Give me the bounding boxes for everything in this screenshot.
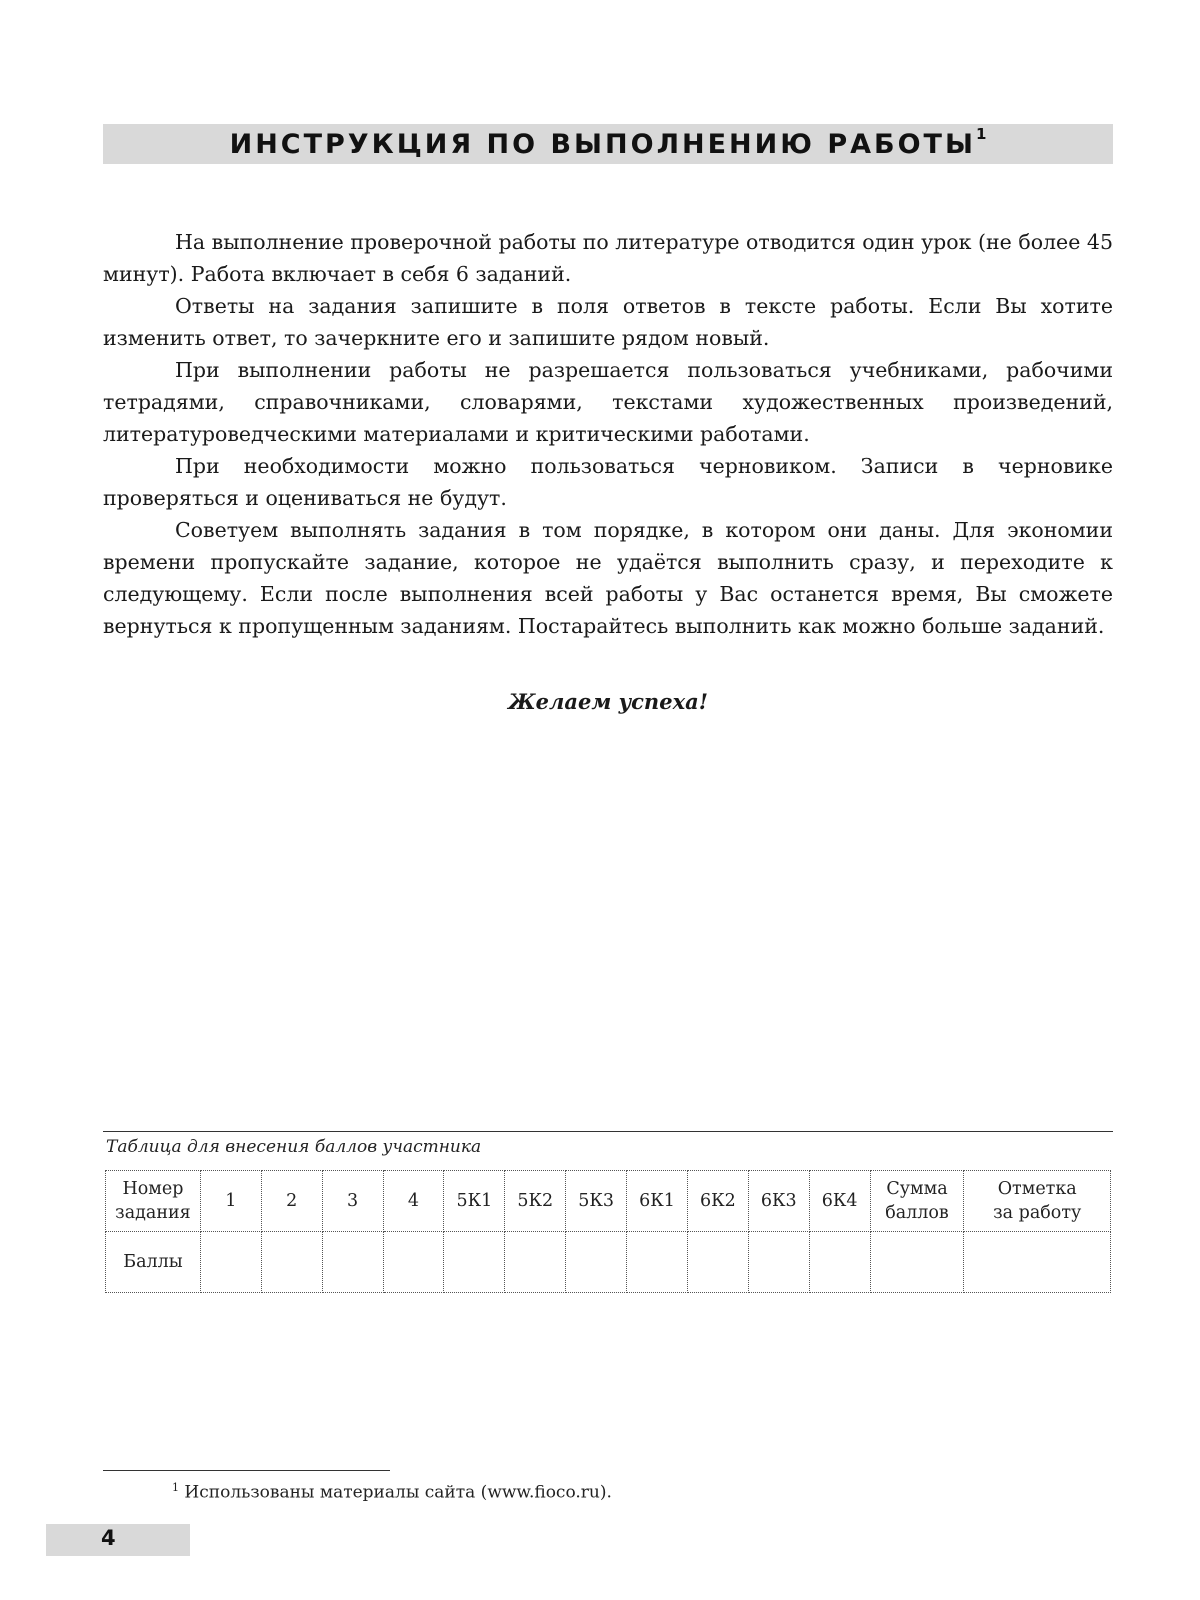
score-row-label: Баллы bbox=[106, 1232, 201, 1293]
instruction-paragraph: Ответы на задания запишите в поля ответов в тексте работы. Если Вы хотите изменить ответ, то зачеркните его и запишите рядом новый. bbox=[103, 294, 1113, 350]
title-footnote-mark: 1 bbox=[975, 124, 987, 143]
task-column-header: 1 bbox=[200, 1171, 261, 1232]
footnote-text: Использованы материалы сайта (www.fioco.ru). bbox=[184, 1482, 612, 1503]
task-column-header: 2 bbox=[261, 1171, 322, 1232]
score-cell[interactable] bbox=[627, 1232, 688, 1293]
score-cell[interactable] bbox=[809, 1232, 870, 1293]
score-row bbox=[106, 1232, 1111, 1293]
score-cell[interactable] bbox=[687, 1232, 748, 1293]
score-cell[interactable] bbox=[322, 1232, 383, 1293]
sum-header bbox=[870, 1171, 964, 1232]
sum-cell[interactable] bbox=[870, 1232, 964, 1293]
score-cell[interactable] bbox=[444, 1232, 505, 1293]
score-cell[interactable] bbox=[505, 1232, 566, 1293]
task-number-label-line1: Номер bbox=[122, 1179, 184, 1199]
mark-header-line2: за работу bbox=[993, 1203, 1082, 1223]
score-cell[interactable] bbox=[200, 1232, 261, 1293]
task-column-header: 5К2 bbox=[505, 1171, 566, 1232]
title-bar bbox=[103, 124, 1113, 164]
task-column-header: 6К3 bbox=[748, 1171, 809, 1232]
score-table bbox=[105, 1170, 1111, 1293]
sum-header-line1: Сумма bbox=[886, 1179, 948, 1199]
page-number: 4 bbox=[101, 1526, 116, 1550]
task-column-header: 5К3 bbox=[566, 1171, 627, 1232]
task-number-row bbox=[106, 1171, 1111, 1232]
instruction-paragraph: На выполнение проверочной работы по литературе отводится один урок (не более 45 минут). Работа включает в себя 6 заданий. bbox=[103, 230, 1113, 286]
footnote-mark: 1 bbox=[172, 1481, 179, 1494]
page-number-bar bbox=[46, 1524, 190, 1556]
mark-cell[interactable] bbox=[964, 1232, 1111, 1293]
table-divider bbox=[103, 1131, 1113, 1132]
task-column-header: 4 bbox=[383, 1171, 444, 1232]
score-cell[interactable] bbox=[566, 1232, 627, 1293]
page-title bbox=[229, 124, 987, 160]
footnote bbox=[172, 1481, 612, 1503]
task-column-header: 6К4 bbox=[809, 1171, 870, 1232]
mark-header-line1: Отметка bbox=[997, 1179, 1077, 1199]
page-title-text: ИНСТРУКЦИЯ ПО ВЫПОЛНЕНИЮ РАБОТЫ bbox=[229, 128, 976, 160]
task-number-label bbox=[106, 1171, 201, 1232]
score-cell[interactable] bbox=[383, 1232, 444, 1293]
table-caption: Таблица для внесения баллов участника bbox=[106, 1137, 482, 1157]
task-column-header: 6К2 bbox=[687, 1171, 748, 1232]
instructions-body bbox=[103, 226, 1113, 642]
instruction-paragraph: Советуем выполнять задания в том порядке, в котором они даны. Для экономии времени пропускайте задание, которое не удаётся выполнить сразу, и переходите к следующему. Если после выполнения всей работы у Вас останется время, Вы сможете вернуться к пропущенным заданиям. Постарайтесь выполнить как можно больше заданий. bbox=[103, 518, 1113, 638]
good-luck-wish: Желаем успеха! bbox=[508, 689, 708, 714]
task-number-label-line2: задания bbox=[115, 1203, 191, 1223]
instruction-paragraph: При необходимости можно пользоваться черновиком. Записи в черновике проверяться и оцениваться не будут. bbox=[103, 454, 1113, 510]
sum-header-line2: баллов bbox=[885, 1203, 949, 1223]
task-column-header: 5К1 bbox=[444, 1171, 505, 1232]
footnote-divider bbox=[103, 1470, 390, 1471]
mark-header bbox=[964, 1171, 1111, 1232]
instruction-paragraph: При выполнении работы не разрешается пользоваться учебниками, рабочими тетрадями, справочниками, словарями, текстами художественных произведений, литературоведческими материалами и критическими работами. bbox=[103, 358, 1113, 446]
score-cell[interactable] bbox=[261, 1232, 322, 1293]
task-column-header: 3 bbox=[322, 1171, 383, 1232]
score-cell[interactable] bbox=[748, 1232, 809, 1293]
task-column-header: 6К1 bbox=[627, 1171, 688, 1232]
